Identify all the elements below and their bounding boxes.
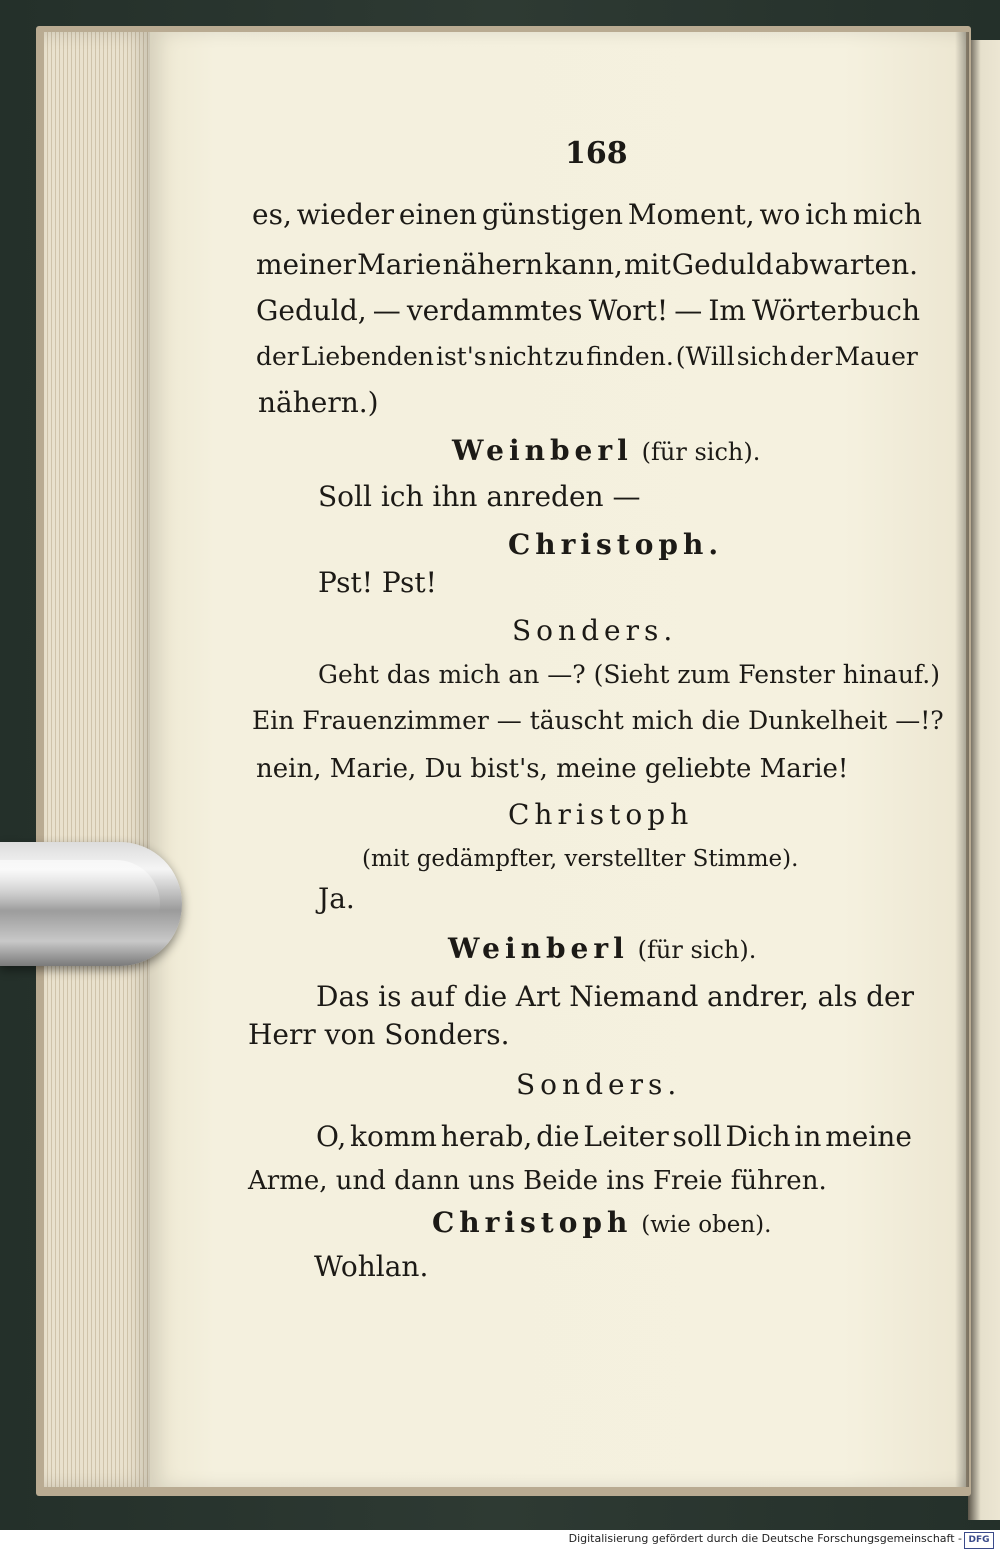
text-line-8: Geht das mich an —? (Sieht zum Fenster hinauf.) <box>318 660 940 689</box>
word: Moment, <box>627 198 755 231</box>
stage-direction-2: (mit gedämpfter, verstellter Stimme). <box>362 846 799 872</box>
word: Geduld, <box>256 294 367 327</box>
word: verdammtes <box>406 294 583 327</box>
word: als <box>817 980 858 1013</box>
next-page-edge <box>968 40 1000 1520</box>
text-line-16: Wohlan. <box>314 1250 429 1283</box>
word: meiner <box>256 248 357 281</box>
text-line-4 <box>256 342 918 371</box>
word: mich <box>852 198 922 231</box>
page-edges <box>44 32 154 1487</box>
word: in <box>794 1120 822 1153</box>
speaker-sonders-1: Sonders. <box>512 614 678 647</box>
word: Mauer <box>834 342 918 371</box>
word: Wort! <box>588 294 669 327</box>
clamp-highlight <box>0 860 160 948</box>
text-line-3 <box>256 294 920 327</box>
text-line-2 <box>256 248 918 281</box>
word: abwarten. <box>774 248 918 281</box>
text-line-6: Soll ich ihn anreden — <box>318 480 641 513</box>
word: Das <box>316 980 370 1013</box>
word: nicht <box>488 342 553 371</box>
word: günstigen <box>481 198 624 231</box>
word: es, <box>252 198 292 231</box>
text-line-15: Arme, und dann uns Beide ins Freie führen. <box>248 1166 827 1196</box>
word: Liebenden <box>300 342 434 371</box>
text-line-13: Herr von Sonders. <box>248 1018 510 1051</box>
page-number: 168 <box>565 136 628 171</box>
word: Wörterbuch <box>752 294 920 327</box>
word: soll <box>672 1120 722 1153</box>
word: meine <box>825 1120 912 1153</box>
spine-shadow <box>955 32 969 1487</box>
word: Marie <box>357 248 442 281</box>
text-line-5: nähern.) <box>258 386 379 419</box>
speaker-christoph-1: Christoph. <box>508 528 724 561</box>
text-line-11: Ja. <box>318 882 355 915</box>
word: der <box>866 980 914 1013</box>
word: nähern <box>442 248 544 281</box>
word: is <box>378 980 402 1013</box>
word: wo <box>759 198 801 231</box>
page-clamp <box>0 842 182 966</box>
digitization-credit: Digitalisierung gefördert durch die Deutsche Forschungsgemeinschaft - <box>568 1532 962 1545</box>
word: die <box>536 1120 580 1153</box>
word: mit <box>623 248 671 281</box>
word: andrer, <box>707 980 809 1013</box>
word: komm <box>350 1120 437 1153</box>
text-line-10: nein, Marie, Du bist's, meine geliebte Marie! <box>256 754 849 784</box>
word: (Will <box>675 342 735 371</box>
word: wieder <box>296 198 395 231</box>
stage-direction: (wie oben). <box>641 1212 772 1238</box>
text-line-12 <box>316 980 914 1013</box>
word: sich <box>736 342 788 371</box>
word: Im <box>708 294 746 327</box>
word: finden. <box>586 342 674 371</box>
speaker-name: Weinberl <box>452 434 633 467</box>
speaker-weinberl-2 <box>448 932 756 965</box>
speaker-name: Weinberl <box>448 932 629 965</box>
text-line-1 <box>252 198 922 231</box>
word: Leiter <box>583 1120 669 1153</box>
speaker-sonders-2: Sonders. <box>516 1068 682 1101</box>
word: — <box>674 294 703 327</box>
word: zu <box>554 342 585 371</box>
word: die <box>463 980 508 1013</box>
word: Geduld <box>671 248 774 281</box>
speaker-name: Christoph <box>432 1206 633 1239</box>
stage-direction: (für sich). <box>641 438 761 466</box>
word: einen <box>398 198 478 231</box>
word: auf <box>410 980 456 1013</box>
word: Dich <box>725 1120 791 1153</box>
text-line-14 <box>316 1120 912 1153</box>
speaker-christoph-2: Christoph <box>508 798 694 831</box>
word: — <box>372 294 401 327</box>
text-line-7: Pst! Pst! <box>318 566 437 599</box>
word: ist's <box>435 342 487 371</box>
word: Niemand <box>569 980 699 1013</box>
speaker-weinberl-1 <box>452 434 760 467</box>
dfg-logo: DFG <box>964 1532 994 1549</box>
text-line-9: Ein Frauenzimmer — täuscht mich die Dunkelheit —!? <box>252 706 944 735</box>
speaker-christoph-3 <box>432 1206 771 1239</box>
stage-direction: (für sich). <box>637 936 757 964</box>
word: kann, <box>544 248 623 281</box>
word: ich <box>805 198 848 231</box>
word: Art <box>515 980 561 1013</box>
word: der <box>256 342 299 371</box>
word: herab, <box>440 1120 533 1153</box>
word: der <box>789 342 833 371</box>
word: O, <box>316 1120 347 1153</box>
